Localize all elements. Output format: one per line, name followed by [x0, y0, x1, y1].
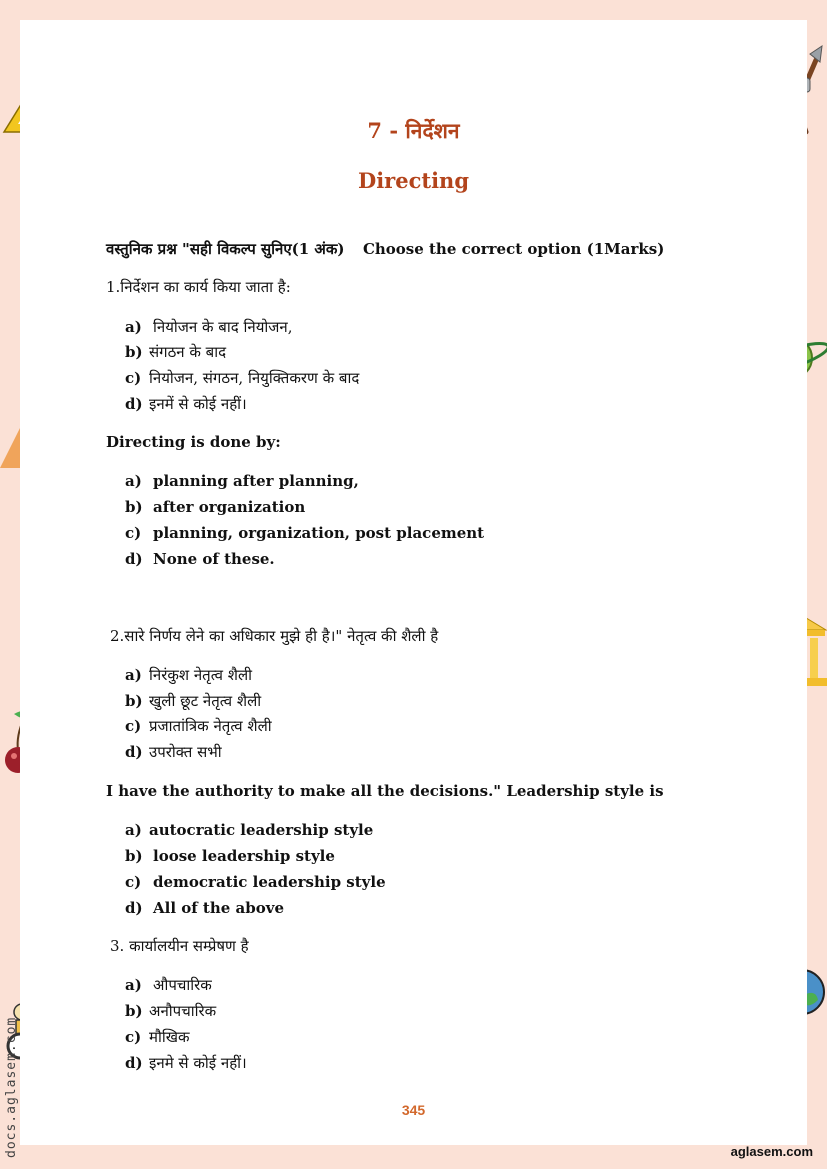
list-item: d) None of these. — [125, 550, 275, 568]
site-label: aglasem.com — [730, 1144, 813, 1159]
list-item: c) मौखिक — [125, 1028, 190, 1046]
q3-hindi-question: 3. कार्यालयीन सम्प्रेषण है — [110, 937, 249, 955]
list-item: b) खुली छूट नेतृत्व शैली — [125, 692, 262, 710]
list-item: b) after organization — [125, 498, 306, 516]
q2-hindi-question: 2.सारे निर्णय लेने का अधिकार मुझे ही है।" नेतृत्व की शैली है — [110, 627, 439, 645]
list-item: d) उपरोक्त सभी — [125, 743, 222, 761]
list-item: b) loose leadership style — [125, 847, 335, 865]
q1-english-question: Directing is done by: — [106, 433, 281, 451]
list-item: a) निरंकुश नेतृत्व शैली — [125, 666, 253, 684]
list-item: c) planning, organization, post placement — [125, 524, 485, 542]
list-item: b) संगठन के बाद — [125, 343, 227, 361]
list-item: d) इनमे से कोई नहीं। — [125, 1054, 247, 1072]
list-item: c) नियोजन, संगठन, नियुक्तिकरण के बाद — [125, 369, 360, 387]
watermark-text: docs.aglasem.com — [4, 1016, 19, 1158]
list-item: c) प्रजातांत्रिक नेतृत्व शैली — [125, 717, 272, 735]
instruction-line — [106, 239, 664, 259]
instruction-english: Choose the correct option (1Marks) — [362, 240, 665, 258]
page-number: 345 — [401, 1102, 426, 1118]
document-page — [20, 20, 807, 1145]
list-item: c) democratic leadership style — [125, 873, 386, 891]
list-item: d) All of the above — [125, 899, 285, 917]
list-item: a) औपचारिक — [125, 976, 212, 994]
list-item: a) autocratic leadership style — [125, 821, 374, 839]
chapter-title: 7 - निर्देशन — [367, 118, 460, 143]
chapter-subtitle: Directing — [357, 168, 470, 193]
q2-english-question: I have the authority to make all the decisions." Leadership style is — [106, 782, 664, 800]
q1-hindi-question: 1.निर्देशन का कार्य किया जाता है: — [106, 278, 291, 296]
list-item: b) अनौपचारिक — [125, 1002, 217, 1020]
instruction-hindi: वस्तुनिक प्रश्न "सही विकल्प सुनिए(1 अंक) — [106, 240, 345, 258]
list-item: d) इनमें से कोई नहीं। — [125, 395, 247, 413]
list-item: a) नियोजन के बाद नियोजन, — [125, 318, 293, 336]
list-item: a) planning after planning, — [125, 472, 359, 490]
